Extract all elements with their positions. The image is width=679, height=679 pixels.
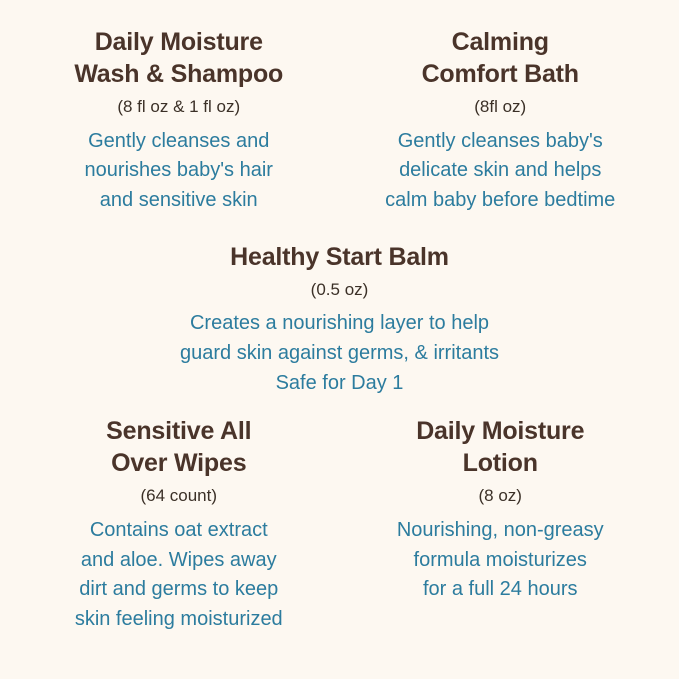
product-row-middle xyxy=(18,236,661,399)
product-size: (8 fl oz & 1 fl oz) xyxy=(117,97,241,116)
product-size: (8 oz) xyxy=(478,486,522,506)
product-daily-moisture-lotion xyxy=(397,415,604,605)
product-description-line: guard skin against germs, & irritants xyxy=(179,341,500,364)
product-description-line: nourishes baby's hair xyxy=(84,159,273,182)
product-column-right-bottom xyxy=(340,415,662,605)
product-description-line: Safe for Day 1 xyxy=(275,371,404,394)
product-description xyxy=(85,127,273,216)
product-sensitive-all-over-wipes xyxy=(75,415,283,634)
product-title xyxy=(230,241,449,273)
product-description-line: skin feeling moisturized xyxy=(74,607,283,630)
product-column-right xyxy=(340,26,662,216)
product-healthy-start-balm xyxy=(180,241,499,399)
product-title-line: Calming xyxy=(451,28,549,56)
product-row-top xyxy=(18,26,661,216)
product-description xyxy=(75,516,283,634)
product-description-line: delicate skin and helps xyxy=(399,159,602,182)
product-column-left xyxy=(18,26,340,216)
product-title xyxy=(74,26,283,90)
product-column-left-bottom xyxy=(18,415,340,634)
product-title-line: Daily Moisture xyxy=(94,28,263,56)
product-description-line: calm baby before bedtime xyxy=(385,188,616,211)
product-description-line: and aloe. Wipes away xyxy=(80,548,277,571)
product-size: (64 count) xyxy=(140,486,218,506)
product-description-line: Nourishing, non-greasy xyxy=(396,518,604,541)
product-description-line: Creates a nourishing layer to help xyxy=(189,312,490,335)
product-title xyxy=(416,415,584,479)
product-title-line: Wash & Shampoo xyxy=(74,60,284,88)
product-calming-comfort-bath xyxy=(385,26,615,216)
product-title-line: Sensitive All xyxy=(106,417,252,446)
product-row-bottom xyxy=(18,415,661,634)
product-size: (0.5 oz) xyxy=(310,279,369,299)
product-description-line: for a full 24 hours xyxy=(422,578,578,601)
product-title-line: Daily Moisture xyxy=(416,417,585,446)
product-title-line: Comfort Bath xyxy=(421,60,579,88)
product-description xyxy=(397,516,604,605)
product-title-line: Lotion xyxy=(462,449,538,478)
product-title xyxy=(106,415,251,479)
product-description-line: Contains oat extract xyxy=(89,518,268,541)
product-title-line: Healthy Start Balm xyxy=(230,242,449,271)
product-description xyxy=(180,309,499,398)
product-size: (8fl oz) xyxy=(474,97,527,116)
product-description-line: dirt and germs to keep xyxy=(79,578,279,601)
product-title xyxy=(422,26,579,90)
product-daily-moisture-wash-shampoo xyxy=(74,26,283,216)
product-description-line: formula moisturizes xyxy=(413,548,587,571)
product-description-line: Gently cleanses baby's xyxy=(397,129,603,152)
product-description-line: and sensitive skin xyxy=(99,188,258,211)
product-title-line: Over Wipes xyxy=(111,449,247,478)
product-description-line: Gently cleanses and xyxy=(88,129,270,152)
product-description xyxy=(385,127,615,216)
